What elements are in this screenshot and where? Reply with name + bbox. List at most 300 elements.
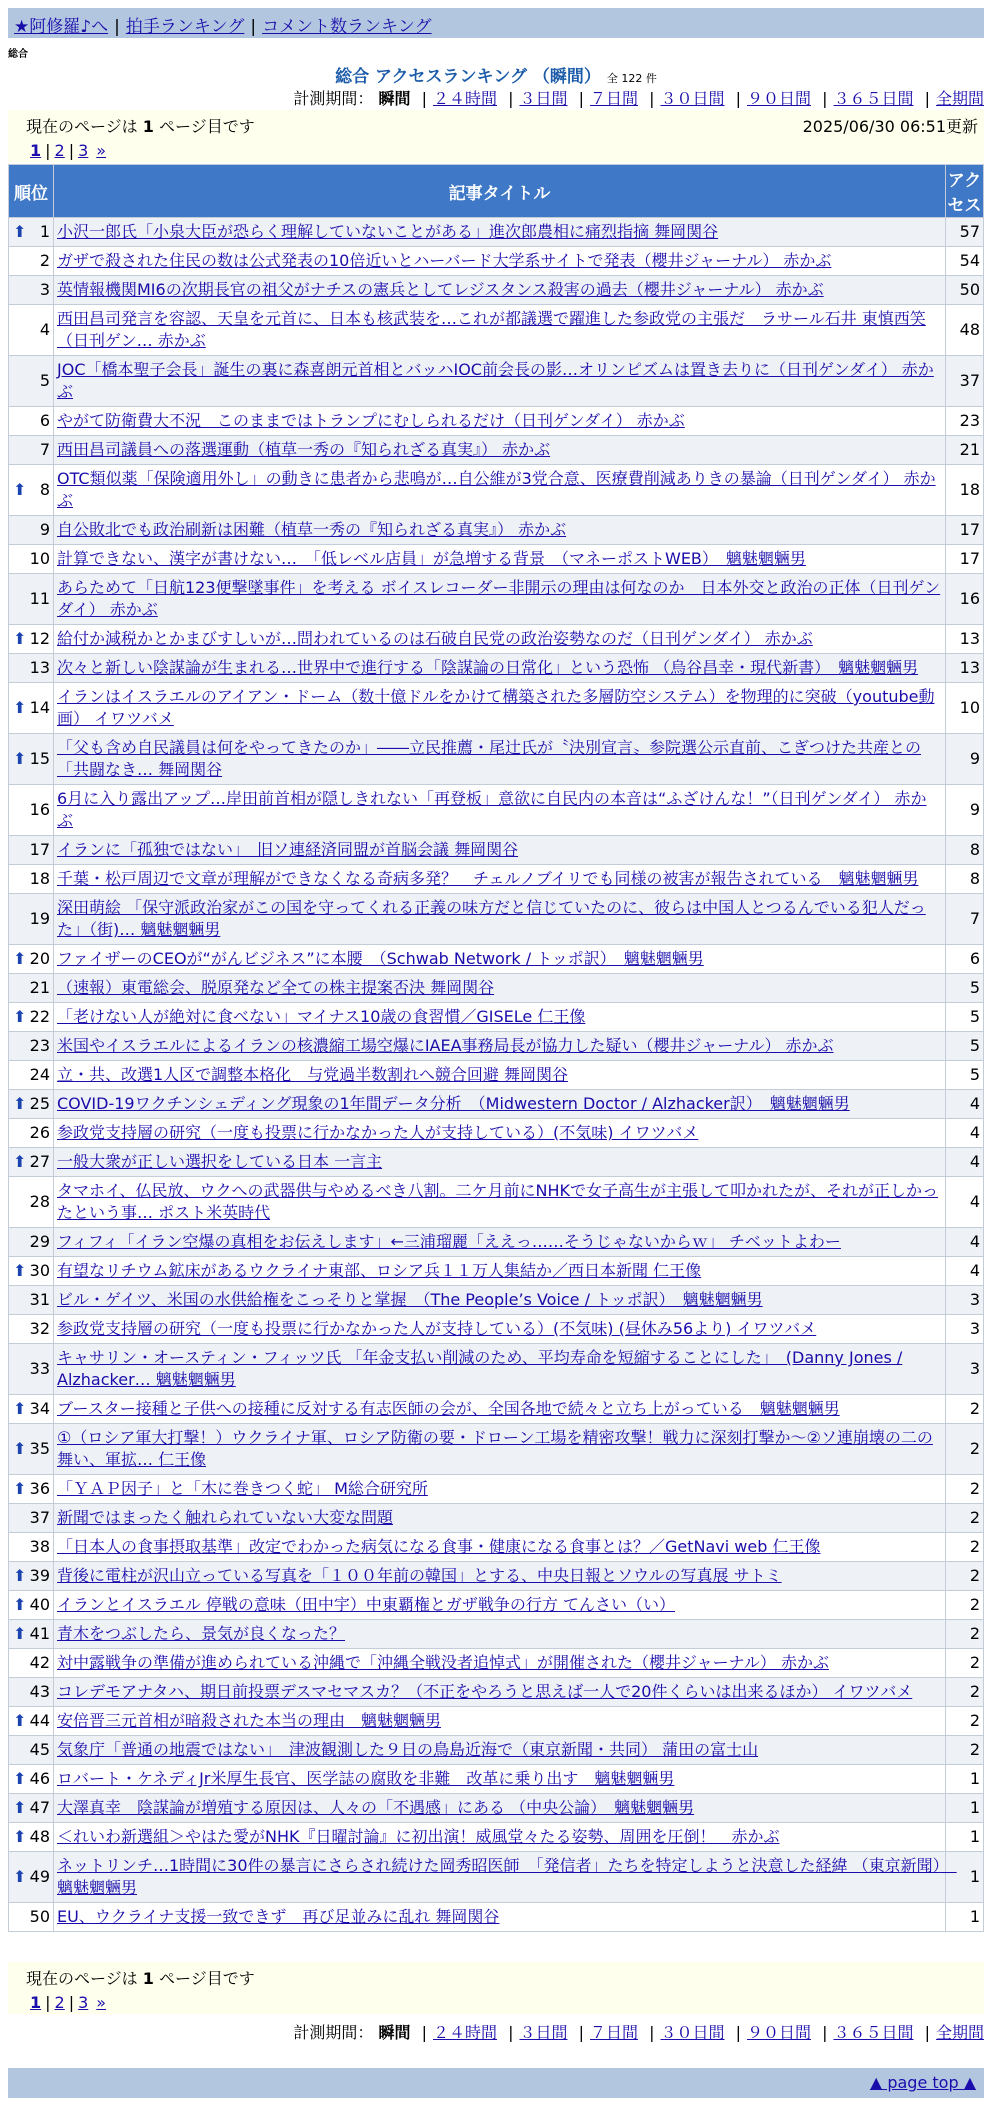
table-row	[9, 683, 984, 734]
title-cell	[54, 785, 946, 836]
rank-cell	[9, 247, 54, 276]
article-link[interactable]: 立・共、改選1人区で調整本格化 与党過半数割れへ競合回避 舞岡関谷	[57, 1065, 568, 1084]
updated-timestamp: 2025/06/30 06:51更新	[802, 117, 978, 136]
table-row	[9, 1903, 984, 1932]
page-link-1[interactable]: 1	[30, 141, 42, 160]
article-link[interactable]: 「ＹＡＰ因子」と「木に巻きつく蛇」 M総合研究所	[57, 1479, 428, 1498]
rank-cell	[9, 1177, 54, 1228]
access-count: 50	[946, 276, 984, 305]
rank-cell	[9, 516, 54, 545]
article-link[interactable]: 次々と新しい陰謀論が生まれる…世界中で進行する「陰謀論の日常化」という恐怖 （烏谷昌幸・現代新書） 魑魅魍魎男	[57, 658, 919, 677]
table-row	[9, 1315, 984, 1344]
rank-number: 12	[29, 629, 50, 648]
article-link[interactable]: ネットリンチ…1時間に30件の暴言にさらされ続けた岡秀昭医師 「発信者」たちを特定しようと決意した経緯 （東京新聞） 魑魅魍魎男	[57, 1856, 957, 1897]
title-cell	[54, 974, 946, 1003]
up-arrow-icon: ⬆	[13, 222, 27, 241]
article-link[interactable]: 対中露戦争の準備が進められている沖縄で「沖縄全戦没者追悼式」が開催された（櫻井ジャーナル） 赤かぶ	[57, 1653, 829, 1672]
period-separator: |	[508, 2023, 514, 2042]
up-arrow-icon: ⬆	[13, 1152, 27, 1171]
table-row	[9, 276, 984, 305]
rank-number: 21	[29, 978, 50, 997]
period-7d-link[interactable]: ７日間	[589, 89, 638, 108]
rank-cell	[9, 1707, 54, 1736]
page-status-pre: 現在のページは	[26, 1969, 138, 1988]
rank-cell	[9, 305, 54, 356]
title-cell	[54, 1736, 946, 1765]
period-365d-link[interactable]: ３６５日間	[833, 2023, 914, 2042]
title-cell	[54, 1090, 946, 1119]
access-count: 57	[946, 218, 984, 247]
article-link[interactable]: 気象庁「普通の地震ではない」 津波観測した９日の鳥島近海で（東京新聞・共同） 蒲田の富士山	[57, 1740, 759, 1759]
article-link[interactable]: 給付か減税かとかまびすしいが…問われているのは石破自民党の政治姿勢なのだ（日刊ゲンダイ） 赤かぶ	[57, 629, 813, 648]
up-arrow-icon: ⬆	[13, 1827, 27, 1846]
title-cell	[54, 545, 946, 574]
next-page-link[interactable]: »	[96, 1993, 107, 2012]
comment-ranking-link[interactable]: コメント数ランキング	[262, 17, 432, 37]
title-cell	[54, 1286, 946, 1315]
period-label: 計測期間：	[293, 2023, 374, 2042]
count-header: アクセス	[946, 165, 984, 218]
article-link[interactable]: 西田昌司議員への落選運動（植草一秀の『知られざる真実』） 赤かぶ	[57, 440, 551, 459]
title-cell	[54, 1032, 946, 1061]
rank-cell	[9, 1475, 54, 1504]
rank-number: 27	[29, 1152, 50, 1171]
article-link[interactable]: ＜れいわ新選組＞やはた愛がNHK『日曜討論』に初出演！威風堂々たる姿勢、周囲を圧倒！ 赤かぶ	[57, 1827, 780, 1846]
rank-cell	[9, 865, 54, 894]
up-arrow-icon: ⬆	[13, 1566, 27, 1585]
title-cell	[54, 1424, 946, 1475]
article-link[interactable]: 「父も含め自民議員は何をやってきたのか」――立民推薦・尾辻氏が〝決別宣言〟参院選公示直前、こぎつけた共産との「共闘なき… 舞岡関谷	[57, 738, 922, 779]
rank-cell	[9, 1032, 54, 1061]
rank-number: 18	[29, 869, 50, 888]
title-cell	[54, 1765, 946, 1794]
access-count: 4	[946, 1177, 984, 1228]
access-count: 4	[946, 1257, 984, 1286]
article-link[interactable]: 米国やイスラエルによるイランの核濃縮工場空爆にIAEA事務局長が協力した疑い（櫻井ジャーナル） 赤かぶ	[57, 1036, 834, 1055]
rank-number: 24	[29, 1065, 50, 1084]
rank-number: 41	[29, 1624, 50, 1643]
article-link[interactable]: OTC類似薬「保険適用外し」の動きに患者から悲鳴が…自公維が3党合意、医療費削減ありきの暴論（日刊ゲンダイ） 赤かぶ	[57, 469, 936, 510]
table-row	[9, 1591, 984, 1620]
access-count: 16	[946, 574, 984, 625]
period-3d-link[interactable]: ３日間	[519, 2023, 568, 2042]
table-row	[9, 1707, 984, 1736]
table-row	[9, 1119, 984, 1148]
page-link-3[interactable]: 3	[78, 1993, 89, 2012]
access-count: 2	[946, 1678, 984, 1707]
up-arrow-icon: ⬆	[13, 629, 27, 648]
period-all-link[interactable]: 全期間	[935, 89, 984, 108]
up-arrow-icon: ⬆	[13, 1595, 27, 1614]
access-count: 5	[946, 974, 984, 1003]
rank-cell	[9, 836, 54, 865]
access-count: 37	[946, 356, 984, 407]
up-arrow-icon: ⬆	[13, 1798, 27, 1817]
table-row	[9, 436, 984, 465]
title-cell	[54, 654, 946, 683]
title-cell	[54, 247, 946, 276]
article-link[interactable]: ブースター接種と子供への接種に反対する有志医師の会が、全国各地で続々と立ち上がっている 魑魅魍魎男	[57, 1399, 840, 1418]
page-link-2[interactable]: 2	[54, 1993, 65, 2012]
access-count: 4	[946, 1148, 984, 1177]
title-cell	[54, 1903, 946, 1932]
rank-number: 2	[39, 251, 50, 270]
access-count: 5	[946, 1061, 984, 1090]
table-row	[9, 1257, 984, 1286]
rank-cell	[9, 974, 54, 1003]
table-row	[9, 785, 984, 836]
access-count: 1	[946, 1765, 984, 1794]
title-cell	[54, 683, 946, 734]
period-90d-link[interactable]: ９０日間	[746, 2023, 811, 2042]
rank-number: 45	[29, 1740, 50, 1759]
page-link-1[interactable]: 1	[30, 1993, 42, 2012]
article-link[interactable]: 自公敗北でも政治刷新は困難（植草一秀の『知られざる真実』） 赤かぶ	[57, 520, 567, 539]
page-separator: |	[45, 1993, 51, 2012]
period-separator: |	[822, 89, 828, 108]
article-link[interactable]: コレデモアナタハ、期日前投票デスマセマスカ？（不正をやろうと思えば一人で20件くらいは出来るほか） イワツバメ	[57, 1682, 913, 1701]
table-row	[9, 945, 984, 974]
rank-cell	[9, 1344, 54, 1395]
access-count: 2	[946, 1649, 984, 1678]
rank-cell	[9, 545, 54, 574]
rank-cell	[9, 407, 54, 436]
period-30d-link[interactable]: ３０日間	[660, 89, 725, 108]
access-count: 5	[946, 1003, 984, 1032]
table-row	[9, 1148, 984, 1177]
rank-cell	[9, 654, 54, 683]
period-separator: |	[421, 2023, 427, 2042]
title-cell	[54, 865, 946, 894]
article-link[interactable]: COVID-19ワクチンシェディング現象の1年間データ分析 （Midwestern Doctor / Alzhacker訳） 魑魅魍魎男	[57, 1094, 850, 1113]
up-arrow-icon: ⬆	[13, 1094, 27, 1113]
table-row	[9, 305, 984, 356]
pagination-top	[8, 110, 984, 162]
article-link[interactable]: キャサリン・オースティン・フィッツ氏 「年金支払い削減のため、平均寿命を短縮することにした」 (Danny Jones / Alzhacker… 魑魅魍魎男	[57, 1348, 903, 1389]
next-page-link[interactable]: »	[96, 141, 107, 160]
title-cell	[54, 1852, 957, 1903]
access-count: 7	[946, 894, 984, 945]
table-row	[9, 574, 984, 625]
bottom-bar	[8, 2068, 984, 2098]
article-link[interactable]: 計算できない、漢字が書けない… 「低レベル店員」が急増する背景 （マネーポストWEB） 魑魅魍魎男	[57, 549, 806, 568]
title-cell	[54, 1620, 946, 1649]
rank-cell	[9, 894, 54, 945]
period-24h-link[interactable]: ２４時間	[432, 2023, 497, 2042]
page-status	[26, 1966, 966, 1989]
up-arrow-icon: ⬆	[13, 698, 27, 717]
table-row	[9, 1678, 984, 1707]
access-count: 2	[946, 1475, 984, 1504]
article-link[interactable]: イランとイスラエル 停戦の意味（田中宇）中東覇権とガザ戦争の行方 てんさい（い）	[57, 1595, 676, 1614]
article-link[interactable]: ガザで殺された住民の数は公式発表の10倍近いとハーバード大学系サイトで発表（櫻井ジャーナル） 赤かぶ	[57, 251, 832, 270]
rank-cell	[9, 1119, 54, 1148]
top-nav-bar	[8, 8, 984, 38]
access-count: 2	[946, 1533, 984, 1562]
rank-number: 14	[29, 698, 50, 717]
access-count: 6	[946, 945, 984, 974]
period-current: 瞬間	[378, 89, 411, 108]
table-row	[9, 1395, 984, 1424]
article-link[interactable]: イランはイスラエルのアイアン・ドーム（数十億ドルをかけて構築された多層防空システム）を物理的に突破（youtube動画） イワツバメ	[57, 687, 935, 728]
access-count: 21	[946, 436, 984, 465]
table-row	[9, 1504, 984, 1533]
up-arrow-icon: ⬆	[13, 480, 27, 499]
rank-number: 6	[39, 411, 50, 430]
title-cell	[54, 1395, 946, 1424]
rank-cell	[9, 276, 54, 305]
rank-header: 順位	[9, 165, 54, 218]
rank-number: 5	[39, 371, 50, 390]
period-all-link[interactable]: 全期間	[935, 2023, 984, 2042]
access-count: 1	[946, 1903, 984, 1932]
pagination-bottom	[8, 1962, 984, 2014]
article-link[interactable]: 西田昌司発言を容認、天皇を元首に、日本も核武装を…これが都議選で躍進した参政党の主張だ ラサール石井 東慎西笑（日刊ゲン… 赤かぶ	[57, 309, 926, 350]
article-link[interactable]: 英情報機関MI6の次期長官の祖父がナチスの憲兵としてレジスタンス殺害の過去（櫻井ジャーナル） 赤かぶ	[57, 280, 824, 299]
rank-cell	[9, 1257, 54, 1286]
ranking-table	[8, 164, 984, 1932]
period-90d-link[interactable]: ９０日間	[746, 89, 811, 108]
title-cell	[54, 356, 946, 407]
period-separator: |	[735, 2023, 741, 2042]
nav-separator: |	[250, 17, 257, 37]
article-link[interactable]: 「日本人の食事摂取基準」改定でわかった病気になる食事・健康になる食事とは？／GetNavi web 仁王像	[57, 1537, 821, 1556]
rank-cell	[9, 1823, 54, 1852]
rank-number: 31	[29, 1290, 50, 1309]
rank-cell	[9, 465, 54, 516]
page-separator: |	[45, 141, 51, 160]
access-count: 2	[946, 1395, 984, 1424]
article-link[interactable]: 新聞ではまったく触れられていない大変な問題	[57, 1508, 394, 1527]
table-row	[9, 1533, 984, 1562]
title-cell	[54, 1794, 946, 1823]
article-link[interactable]: ①（ロシア軍大打撃！）ウクライナ軍、ロシア防衛の要・ドローン工場を精密攻撃！戦力に深刻打撃か～②ソ連崩壊の二の舞い、軍拡… 仁王像	[57, 1428, 933, 1469]
period-separator: |	[649, 2023, 655, 2042]
access-count: 13	[946, 654, 984, 683]
rank-number: 10	[29, 549, 50, 568]
table-row	[9, 1061, 984, 1090]
rank-number: 15	[29, 749, 50, 768]
home-link[interactable]: ★阿修羅♪へ	[14, 17, 109, 37]
title-cell	[54, 1591, 946, 1620]
table-row	[9, 865, 984, 894]
page-separator: |	[68, 1993, 75, 2012]
rank-cell	[9, 683, 54, 734]
rank-number: 36	[29, 1479, 50, 1498]
title-cell	[54, 625, 946, 654]
rank-number: 39	[29, 1566, 50, 1585]
nav-separator: |	[114, 17, 120, 37]
up-arrow-icon: ⬆	[13, 1624, 27, 1643]
rank-number: 44	[29, 1711, 50, 1730]
page-links	[26, 1993, 966, 2012]
rank-number: 43	[29, 1682, 50, 1701]
rank-cell	[9, 1424, 54, 1475]
rank-cell	[9, 436, 54, 465]
rank-cell	[9, 1562, 54, 1591]
article-link[interactable]: 千葉・松戸周辺で文章が理解ができなくなる奇病多発？ チェルノブイリでも同様の被害が報告されている 魑魅魍魎男	[57, 869, 919, 888]
table-row	[9, 974, 984, 1003]
access-count: 2	[946, 1424, 984, 1475]
article-link[interactable]: あらためて「日航123便撃墜事件」を考える ボイスレコーダー非開示の理由は何なのか 日本外交と政治の正体（日刊ゲンダイ） 赤かぶ	[57, 578, 941, 619]
title-cell	[54, 1707, 946, 1736]
rank-number: 34	[29, 1399, 50, 1418]
ranking-title-text: 総合 アクセスランキング （瞬間）	[335, 67, 601, 87]
rank-cell	[9, 1852, 54, 1903]
rank-number: 16	[29, 800, 50, 819]
rank-number: 30	[29, 1261, 50, 1280]
title-cell	[54, 1061, 946, 1090]
article-link[interactable]: フィフィ「イラン空爆の真相をお伝えします」←三浦瑠麗「ええっ……そうじゃないからｗ」 チベットよわー	[57, 1232, 841, 1251]
title-cell	[54, 836, 946, 865]
table-row	[9, 247, 984, 276]
access-count: 13	[946, 625, 984, 654]
article-link[interactable]: EU、ウクライナ支援一致できず 再び足並みに乱れ 舞岡関谷	[57, 1907, 500, 1926]
title-cell	[54, 516, 946, 545]
page-top-link[interactable]: ▲ page top ▲	[869, 2073, 976, 2092]
table-row	[9, 1424, 984, 1475]
access-count: 1	[946, 1794, 984, 1823]
period-separator: |	[508, 89, 514, 108]
article-link[interactable]: 深田萌絵 「保守派政治家がこの国を守ってくれる正義の味方だと信じていたのに、彼らは中国人とつるんでいる犯人だった」（街)… 魑魅魍魎男	[57, 898, 926, 939]
access-count: 3	[946, 1286, 984, 1315]
access-count: 2	[946, 1736, 984, 1765]
rank-cell	[9, 218, 54, 247]
access-count: 9	[946, 734, 984, 785]
table-row	[9, 654, 984, 683]
table-row	[9, 218, 984, 247]
table-row	[9, 1003, 984, 1032]
article-link[interactable]: 参政党支持層の研究（一度も投票に行かなかった人が支持している）(不気味) イワツバメ	[57, 1123, 699, 1142]
table-row	[9, 1228, 984, 1257]
rank-number: 8	[39, 480, 50, 499]
access-count: 1	[946, 1823, 984, 1852]
table-row	[9, 1032, 984, 1061]
period-separator: |	[924, 89, 930, 108]
article-link[interactable]: JOC「橋本聖子会長」誕生の裏に森喜朗元首相とバッハIOC前会長の影…オリンピズムは置き去りに（日刊ゲンダイ） 赤かぶ	[57, 360, 934, 401]
title-cell	[54, 1533, 946, 1562]
title-cell	[54, 1148, 946, 1177]
article-link[interactable]: 一般大衆が正しい選択をしている日本 一言主	[57, 1152, 383, 1171]
article-link[interactable]: 大澤真幸 陰謀論が増殖する原因は、人々の「不遇感」にある （中央公論） 魑魅魍魎男	[57, 1798, 695, 1817]
table-row	[9, 465, 984, 516]
up-arrow-icon: ⬆	[13, 1479, 27, 1498]
access-count: 5	[946, 1032, 984, 1061]
title-cell	[54, 1475, 946, 1504]
table-row	[9, 625, 984, 654]
period-separator: |	[735, 89, 741, 108]
rank-cell	[9, 1504, 54, 1533]
period-separator: |	[822, 2023, 828, 2042]
rank-cell	[9, 1678, 54, 1707]
title-cell	[54, 1177, 946, 1228]
article-link[interactable]: 背後に電柱が沢山立っている写真を「１００年前の韓国」とする、中央日報とソウルの写真展 サトミ	[57, 1566, 782, 1585]
period-current: 瞬間	[378, 2023, 411, 2042]
article-link[interactable]: ファイザーのCEOが“がんビジネス”に本腰 （Schwab Network / トッポ訳） 魑魅魍魎男	[57, 949, 704, 968]
table-row	[9, 836, 984, 865]
rank-cell	[9, 574, 54, 625]
access-count: 2	[946, 1504, 984, 1533]
rank-cell	[9, 1533, 54, 1562]
title-cell	[54, 1562, 946, 1591]
article-link[interactable]: イランに「孤独ではない」 旧ソ連経済同盟が首脳会議 舞岡関谷	[57, 840, 519, 859]
article-link[interactable]: ビル・ゲイツ、米国の水供給権をこっそりと掌握 （The People’s Voice / トッポ訳） 魑魅魍魎男	[57, 1290, 763, 1309]
up-arrow-icon: ⬆	[13, 1007, 27, 1026]
article-link[interactable]: タマホイ、仏民放、ウクへの武器供与やめるべき八割。二ケ月前にNHKで女子高生が主張して叩かれたが、それが正しかったという事… ポスト米英時代	[57, 1181, 939, 1222]
table-row	[9, 516, 984, 545]
access-count: 4	[946, 1228, 984, 1257]
period-365d-link[interactable]: ３６５日間	[833, 89, 914, 108]
applause-ranking-link[interactable]: 拍手ランキング	[125, 17, 245, 37]
rank-number: 23	[29, 1036, 50, 1055]
title-cell	[54, 305, 946, 356]
access-count: 3	[946, 1315, 984, 1344]
period-3d-link[interactable]: ３日間	[519, 89, 568, 108]
access-count: 9	[946, 785, 984, 836]
article-link[interactable]: 青木をつぶしたら、景気が良くなった？	[57, 1624, 346, 1643]
table-row	[9, 407, 984, 436]
period-24h-link[interactable]: ２４時間	[432, 89, 497, 108]
up-arrow-icon: ⬆	[13, 1261, 27, 1280]
article-link[interactable]: （速報）東電総会、脱原発など全ての株主提案否決 舞岡関谷	[57, 978, 495, 997]
up-arrow-icon: ⬆	[13, 1711, 27, 1730]
access-count: 8	[946, 865, 984, 894]
title-cell	[54, 1257, 946, 1286]
table-row	[9, 1649, 984, 1678]
page-link-2[interactable]: 2	[54, 141, 65, 160]
rank-number: 29	[29, 1232, 50, 1251]
article-link[interactable]: 6月に入り露出アップ…岸田前首相が隠しきれない「再登板」意欲に自民内の本音は“ふざけんな！”（日刊ゲンダイ） 赤かぶ	[57, 789, 927, 830]
rank-number: 3	[39, 280, 50, 299]
access-count: 2	[946, 1620, 984, 1649]
period-7d-link[interactable]: ７日間	[589, 2023, 638, 2042]
period-30d-link[interactable]: ３０日間	[660, 2023, 725, 2042]
title-cell	[54, 945, 946, 974]
title-header: 記事タイトル	[54, 165, 946, 218]
rank-number: 33	[29, 1359, 50, 1378]
page-separator: |	[68, 141, 75, 160]
page-status-pre: 現在のページは	[26, 117, 138, 136]
access-count: 17	[946, 516, 984, 545]
up-arrow-icon: ⬆	[13, 1439, 27, 1458]
article-link[interactable]: 参政党支持層の研究（一度も投票に行かなかった人が支持している）(不気味) (昼休み56より) イワツバメ	[57, 1319, 817, 1338]
article-link[interactable]: やがて防衛費大不況 このままではトランプにむしられるだけ（日刊ゲンダイ） 赤かぶ	[57, 411, 685, 430]
period-selector-top	[293, 86, 984, 109]
access-count: 3	[946, 1344, 984, 1395]
rank-cell	[9, 785, 54, 836]
rank-number: 37	[29, 1508, 50, 1527]
rank-number: 4	[39, 320, 50, 339]
rank-number: 26	[29, 1123, 50, 1142]
rank-number: 22	[29, 1007, 50, 1026]
article-link[interactable]: ロバート・ケネディJr米厚生長官、医学誌の腐敗を非難 改革に乗り出す 魑魅魍魎男	[57, 1769, 675, 1788]
table-row	[9, 1286, 984, 1315]
article-link[interactable]: 安倍晋三元首相が暗殺された本当の理由 魑魅魍魎男	[57, 1711, 442, 1730]
table-row	[9, 1562, 984, 1591]
page-links	[26, 141, 966, 160]
rank-number: 9	[39, 520, 50, 539]
table-row	[9, 1090, 984, 1119]
article-link[interactable]: 小沢一郎氏「小泉大臣が恐らく理解していないことがある」進次郎農相に痛烈指摘 舞岡関谷	[57, 222, 719, 241]
page-status-current: 1	[142, 117, 154, 136]
rank-cell	[9, 1395, 54, 1424]
table-row	[9, 1852, 984, 1903]
article-link[interactable]: 有望なリチウム鉱床があるウクライナ東部、ロシア兵１１万人集結か／西日本新聞 仁王像	[57, 1261, 702, 1280]
rank-cell	[9, 1591, 54, 1620]
table-row	[9, 1344, 984, 1395]
article-link[interactable]: 「老けない人が絶対に食べない」マイナス10歳の食習慣／GISELe 仁王像	[57, 1007, 586, 1026]
page-link-3[interactable]: 3	[78, 141, 89, 160]
